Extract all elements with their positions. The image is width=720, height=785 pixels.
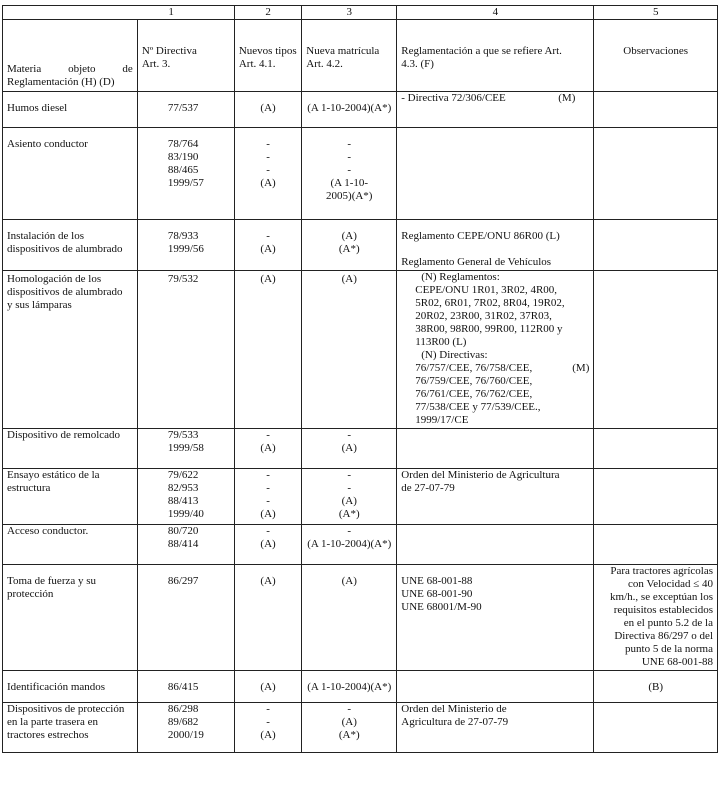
reglamentacion-text: - Directiva 72/306/CEE [401, 92, 506, 104]
nueva-matricula-cell [302, 128, 397, 220]
nuevos-tipos-cell-line: (A) [260, 729, 276, 741]
nuevos-tipos-cell-line: - [266, 716, 270, 728]
directiva-cell-line: 80/720 [167, 525, 199, 537]
nueva-matricula-cell [302, 429, 397, 469]
reglamentacion-line: 38R00, 98R00, 99R00, 112R00 y [415, 323, 563, 335]
nuevos-tipos-cell-line: (A) [260, 538, 276, 550]
reglamentacion-cell [397, 128, 594, 220]
nuevos-tipos-cell [234, 671, 301, 703]
observaciones-cell-line: (B) [648, 681, 664, 693]
directiva-cell [137, 429, 234, 469]
reglamentacion-line: Agricultura de 27-07-79 [401, 716, 509, 728]
reglamentacion-cell [397, 703, 594, 753]
directiva-cell-line: 79/532 [167, 273, 199, 285]
observaciones-cell [594, 469, 718, 525]
reglamentacion-line: CEPE/ONU 1R01, 3R02, 4R00, [415, 284, 558, 296]
nueva-matricula-cell-line: - [347, 151, 352, 163]
directiva-cell [137, 703, 234, 753]
reglamentacion-line: Reglamento General de Vehículos [401, 256, 552, 268]
nuevos-tipos-cell-line: - [266, 429, 270, 441]
materia-cell-line: dispositivos de alumbrado [7, 286, 123, 298]
directiva-cell [137, 220, 234, 271]
header-reglamentacion: Reglamentación a que se refiere Art. 4.3. (F) [397, 20, 594, 92]
reglamentacion-cell [397, 220, 594, 271]
nueva-matricula-cell-line: (A) [341, 442, 357, 454]
nuevos-tipos-cell [234, 703, 301, 753]
table-row [3, 703, 718, 753]
nueva-matricula-cell-line: 2005)(A*) [326, 190, 373, 202]
directiva-cell [137, 92, 234, 128]
nuevos-tipos-cell-line: - [266, 164, 270, 176]
nuevos-tipos-cell [234, 429, 301, 469]
observaciones-cell [594, 429, 718, 469]
directiva-cell-line: 88/413 [167, 495, 199, 507]
observaciones-cell [594, 92, 718, 128]
nueva-matricula-cell-line: (A 1-10-2004)(A*) [307, 102, 392, 114]
column-number-cell: 4 [397, 6, 594, 20]
observaciones-cell-line: punto 5 de la norma [625, 643, 713, 655]
directiva-cell-line: 89/682 [167, 716, 199, 728]
table-row [3, 220, 718, 271]
nueva-matricula-cell-line: (A) [341, 273, 357, 285]
nueva-matricula-cell-line: (A 1-10- [330, 177, 369, 189]
reglamentacion-line: de 27-07-79 [401, 482, 455, 494]
reglamentacion-line: 77/538/CEE y 77/539/CEE., [415, 401, 541, 413]
nueva-matricula-cell [302, 220, 397, 271]
header-nueva-matricula: Nueva matrícula Art. 4.2. [302, 20, 397, 92]
directiva-cell-line: 86/298 [167, 703, 199, 715]
header-observaciones: Observaciones [594, 20, 718, 92]
nueva-matricula-cell-line: - [347, 469, 352, 481]
column-number-cell: 5 [594, 6, 718, 20]
nueva-matricula-cell-line: (A*) [338, 243, 360, 255]
header-row [3, 20, 718, 92]
observaciones-cell-line: UNE 68-001-88 [641, 656, 713, 668]
table-row [3, 271, 718, 429]
nueva-matricula-cell [302, 469, 397, 525]
directiva-cell-line: 79/533 [167, 429, 199, 441]
column-number-cell: 2 [234, 6, 301, 20]
materia-cell [3, 671, 138, 703]
nuevos-tipos-cell-line: - [266, 469, 270, 481]
directiva-cell-line: 77/537 [167, 102, 199, 114]
nuevos-tipos-cell [234, 220, 301, 271]
directiva-cell [137, 469, 234, 525]
observaciones-cell [594, 128, 718, 220]
nuevos-tipos-cell [234, 271, 301, 429]
reglamentacion-line: Orden del Ministerio de Agricultura [401, 469, 560, 481]
nuevos-tipos-cell-line: (A) [260, 243, 276, 255]
nueva-matricula-cell-line: (A) [341, 230, 357, 242]
reglamentacion-line: (N) Reglamentos: [421, 271, 500, 283]
nuevos-tipos-cell-line: (A) [260, 273, 276, 285]
materia-cell-line: Homologación de los [7, 273, 102, 285]
observaciones-cell [594, 220, 718, 271]
observaciones-cell-line: en el punto 5.2 de la [623, 617, 713, 629]
reglamentacion-line: 20R02, 23R00, 31R02, 37R03, [415, 310, 552, 322]
regulation-table [2, 5, 718, 753]
nueva-matricula-cell-line: (A) [341, 575, 357, 587]
nueva-matricula-cell-line: - [347, 164, 352, 176]
table-row [3, 128, 718, 220]
table-row [3, 565, 718, 671]
observaciones-cell-line: Para tractores agrícolas [610, 565, 713, 577]
materia-cell-line: Asiento conductor [7, 138, 88, 150]
nueva-matricula-cell-line: - [347, 703, 352, 715]
nuevos-tipos-cell-line: - [266, 230, 270, 242]
directiva-cell-line: 79/622 [167, 469, 199, 481]
nueva-matricula-cell-line: - [347, 482, 352, 494]
nueva-matricula-cell-line: - [347, 138, 352, 150]
directiva-cell-line: 1999/56 [167, 243, 204, 255]
nuevos-tipos-cell-line: (A) [260, 508, 276, 520]
materia-cell [3, 220, 138, 271]
directiva-cell [137, 271, 234, 429]
reglamentacion-line: 76/759/CEE, 76/760/CEE, [415, 375, 533, 387]
reglamentacion-cell [397, 525, 594, 565]
nueva-matricula-cell-line: (A) [341, 716, 357, 728]
materia-cell-line: Humos diesel [7, 102, 68, 114]
reglamentacion-line: (N) Directivas: [421, 349, 488, 361]
nuevos-tipos-cell [234, 92, 301, 128]
reglamentacion-line: 5R02, 6R01, 7R02, 8R04, 19R02, [415, 297, 565, 309]
materia-cell-line: Identificación mandos [7, 681, 106, 693]
materia-cell-line: tractores estrechos [7, 729, 89, 741]
directiva-cell-line: 1999/58 [167, 442, 204, 454]
materia-cell-line: Acceso conductor. [7, 525, 89, 537]
nueva-matricula-cell [302, 271, 397, 429]
directiva-cell-line: 88/414 [167, 538, 199, 550]
directiva-cell-line: 2000/19 [167, 729, 204, 741]
directiva-cell [137, 525, 234, 565]
header-materia: Materia objeto de Reglamentación (H) (D) [3, 20, 138, 92]
directiva-cell [137, 671, 234, 703]
reglamentacion-line: UNE 68-001-90 [401, 588, 473, 600]
observaciones-cell-line: requisitos establecidos [613, 604, 713, 616]
reglamentacion-cell [397, 469, 594, 525]
nuevos-tipos-cell [234, 469, 301, 525]
directiva-cell-line: 1999/40 [167, 508, 204, 520]
materia-cell [3, 703, 138, 753]
observaciones-cell [594, 271, 718, 429]
column-number-cell: 1 [3, 6, 235, 20]
nuevos-tipos-cell [234, 128, 301, 220]
observaciones-cell-line: km/h., se exceptúan los [610, 591, 713, 603]
materia-cell-line: estructura [7, 482, 51, 494]
directiva-cell-line: 86/415 [167, 681, 199, 693]
nuevos-tipos-cell-line: - [266, 525, 270, 537]
materia-cell-line: Dispositivos de protección [7, 703, 125, 715]
materia-cell-line: y sus lámparas [7, 299, 72, 311]
nuevos-tipos-cell [234, 525, 301, 565]
directiva-cell-line: 83/190 [167, 151, 199, 163]
observaciones-cell-line: Directiva 86/297 o del [614, 630, 713, 642]
reglamentacion-line: UNE 68-001-88 [401, 575, 473, 587]
reglamentacion-line: 1999/17/CE [415, 414, 469, 426]
reglamentacion-line: 76/761/CEE, 76/762/CEE, [415, 388, 533, 400]
directiva-cell [137, 565, 234, 671]
nueva-matricula-cell [302, 92, 397, 128]
directiva-cell-line: 88/465 [167, 164, 199, 176]
materia-cell-line: Dispositivo de remolcado [7, 429, 121, 441]
reglamentacion-cell [397, 671, 594, 703]
materia-cell [3, 128, 138, 220]
header-nuevos-tipos: Nuevos tipos Art. 4.1. [234, 20, 301, 92]
nueva-matricula-cell-line: (A 1-10-2004)(A*) [307, 681, 392, 693]
nuevos-tipos-cell-line: (A) [260, 177, 276, 189]
directiva-cell-line: 1999/57 [167, 177, 204, 189]
observaciones-cell-line: con Velocidad ≤ 40 [628, 578, 713, 590]
header-directiva: Nº Directiva Art. 3. [137, 20, 234, 92]
nueva-matricula-cell [302, 525, 397, 565]
nuevos-tipos-cell-line: (A) [260, 575, 276, 587]
nueva-matricula-cell-line: (A*) [338, 508, 360, 520]
nuevos-tipos-cell-line: (A) [260, 681, 276, 693]
nuevos-tipos-cell-line: - [266, 151, 270, 163]
reglamentacion-line: 113R00 (L) [415, 336, 467, 348]
materia-cell-line: protección [7, 588, 54, 600]
materia-cell [3, 565, 138, 671]
reglamentacion-mark: (M) [572, 362, 590, 374]
nueva-matricula-cell-line: (A*) [338, 729, 360, 741]
table-row [3, 92, 718, 128]
reglamentacion-cell [397, 565, 594, 671]
reglamentacion-line: Reglamento CEPE/ONU 86R00 (L) [401, 230, 560, 242]
nuevos-tipos-cell-line: - [266, 495, 270, 507]
nuevos-tipos-cell-line: - [266, 482, 270, 494]
materia-cell [3, 92, 138, 128]
nuevos-tipos-cell-line: (A) [260, 442, 276, 454]
table-row [3, 671, 718, 703]
directiva-cell [137, 128, 234, 220]
materia-cell-line: en la parte trasera en [7, 716, 98, 728]
column-number-row [3, 6, 718, 20]
reglamentacion-line: 76/757/CEE, 76/758/CEE, [415, 362, 533, 374]
observaciones-cell [594, 525, 718, 565]
directiva-cell-line: 86/297 [167, 575, 199, 587]
materia-cell [3, 525, 138, 565]
reglamentacion-line: Orden del Ministerio de [401, 703, 507, 715]
nuevos-tipos-cell-line: (A) [260, 102, 276, 114]
materia-cell [3, 429, 138, 469]
nueva-matricula-cell-line: (A 1-10-2004)(A*) [307, 538, 392, 550]
observaciones-cell [594, 671, 718, 703]
column-number-cell: 3 [302, 6, 397, 20]
reglamentacion-line: UNE 68001/M-90 [401, 601, 482, 613]
materia-cell-line: Ensayo estático de la [7, 469, 100, 481]
table-row [3, 525, 718, 565]
reglamentacion-cell [397, 92, 594, 128]
table-row [3, 429, 718, 469]
nueva-matricula-cell-line: - [347, 525, 352, 537]
nueva-matricula-cell [302, 565, 397, 671]
observaciones-cell [594, 703, 718, 753]
materia-cell [3, 271, 138, 429]
observaciones-cell [594, 565, 718, 671]
nueva-matricula-cell-line: - [347, 429, 352, 441]
nueva-matricula-cell-line: (A) [341, 495, 357, 507]
reglamentacion-line [401, 92, 589, 105]
materia-cell-line: dispositivos de alumbrado [7, 243, 123, 255]
table-row [3, 469, 718, 525]
reglamentacion-cell [397, 429, 594, 469]
materia-cell [3, 469, 138, 525]
materia-cell-line: Toma de fuerza y su [7, 575, 97, 587]
nuevos-tipos-cell-line: - [266, 138, 270, 150]
nueva-matricula-cell [302, 703, 397, 753]
reglamentacion-text: (M) [558, 92, 576, 104]
directiva-cell-line: 78/933 [167, 230, 199, 242]
materia-cell-line: Instalación de los [7, 230, 84, 242]
directiva-cell-line: 82/953 [167, 482, 199, 494]
reglamentacion-cell [397, 271, 594, 429]
nuevos-tipos-cell [234, 565, 301, 671]
nueva-matricula-cell [302, 671, 397, 703]
directiva-cell-line: 78/764 [167, 138, 199, 150]
nuevos-tipos-cell-line: - [266, 703, 270, 715]
